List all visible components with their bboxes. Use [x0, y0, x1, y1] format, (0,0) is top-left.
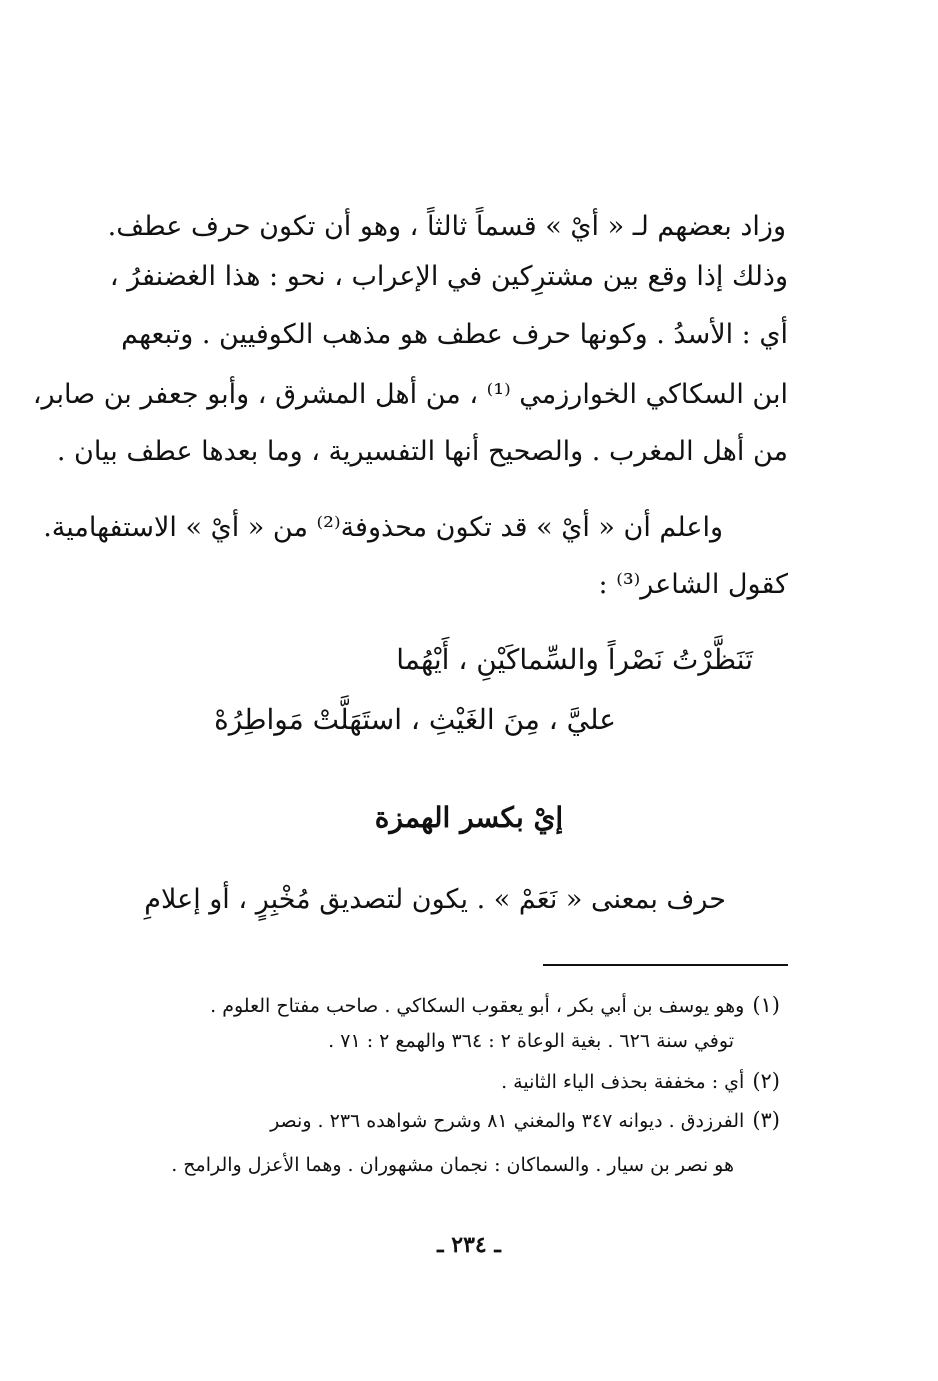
paragraph-line: أي : الأسدُ . وكونها حرف عطف هو مذهب الكوفيين . وتبعهم	[121, 319, 788, 350]
footnote-text: وهو يوسف بن أبي بكر ، أبو يعقوب السكاكي . صاحب مفتاح العلوم .	[210, 995, 745, 1017]
paragraph-line: وزاد بعضهم لـ « أيْ » قسماً ثالثاً ، وهو أن تكون حرف عطف.	[107, 211, 786, 242]
footnote-text: أي : مخففة بحذف الياء الثانية .	[501, 1071, 745, 1093]
footnote-1	[210, 990, 780, 1021]
footnote-2	[501, 1066, 780, 1097]
paragraph-line: وذلك إذا وقع بين مشترِكين في الإعراب ، نحو : هذا الغضنفرُ ،	[109, 261, 788, 292]
footnote-3-continuation: هو نصر بن سيار . والسماكان : نجمان مشهوران . وهما الأعزل والرامح .	[171, 1154, 734, 1176]
footnote-number: (٣)	[752, 1108, 780, 1132]
footnote-number: (٢)	[752, 1069, 780, 1093]
footnote-1-continuation: توفي سنة ٦٢٦ . بغية الوعاة ٢ : ٣٦٤ والهمع ٢ : ٧١ .	[328, 1030, 734, 1052]
footnote-3	[270, 1105, 780, 1136]
section-heading: إيْ بكسر الهمزة	[374, 801, 564, 834]
paragraph-line: ابن السكاكي الخوارزمي ⁽¹⁾ ، من أهل المشرق ، وأبو جعفر بن صابر،	[32, 379, 788, 410]
section-text: حرف بمعنى « نَعَمْ » . يكون لتصديق مُخْبِرٍ ، أو إعلامِ	[144, 884, 726, 915]
footnote-separator	[543, 964, 788, 966]
footnote-number: (١)	[752, 993, 780, 1017]
paragraph-line: واعلم أن « أيْ » قد تكون محذوفة⁽²⁾ من « أيْ » الاستفهامية.	[43, 512, 723, 543]
paragraph-line: من أهل المغرب . والصحيح أنها التفسيرية ، وما بعدها عطف بيان .	[56, 436, 788, 467]
footnote-text: الفرزدق . ديوانه ٣٤٧ والمغني ٨١ وشرح شواهده ٢٣٦ . ونصر	[270, 1110, 745, 1132]
verse-line-2: عليَّ ، مِنَ الغَيْثِ ، استَهَلَّتْ مَواطِرُهْ	[214, 703, 616, 736]
paragraph-line: كقول الشاعر⁽³⁾ :	[598, 569, 788, 600]
verse-line-1: تَنَظَّرْتُ نَصْراً والسِّماكَيْنِ ، أَيْهُما	[396, 643, 753, 676]
page-number: ـ ٢٣٤ ـ	[437, 1232, 501, 1258]
